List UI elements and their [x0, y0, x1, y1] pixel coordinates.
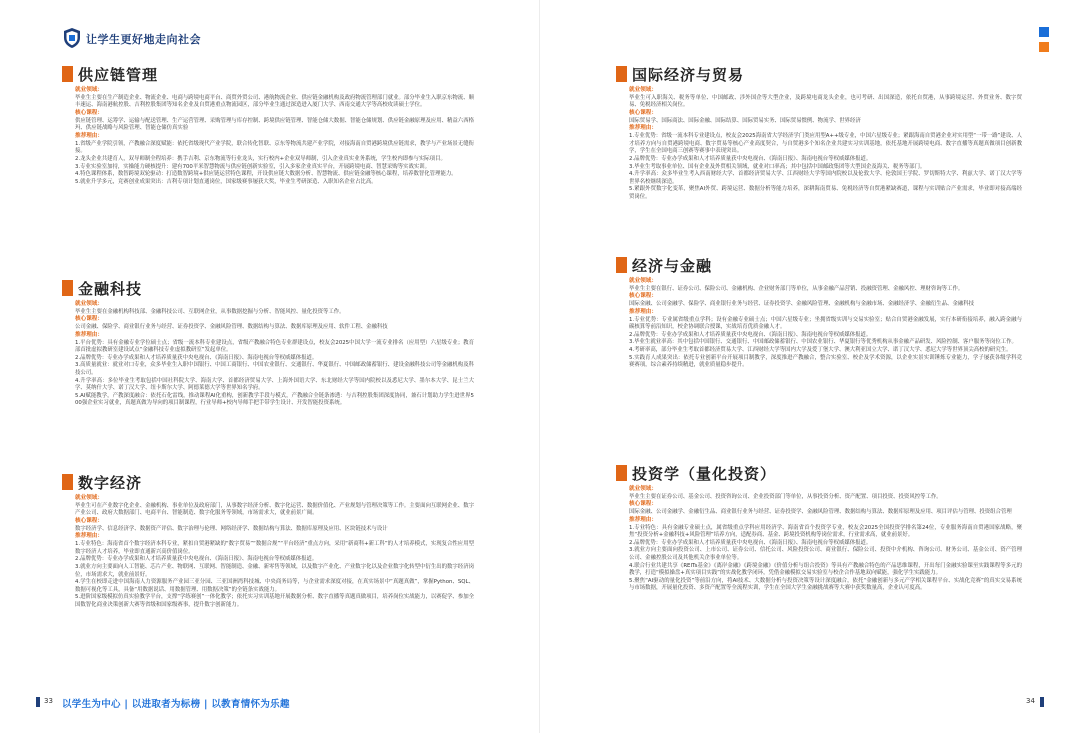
rec-item: 5.AI赋能教学，产教深度融合：依托石化雷线，推动课程AI化重构，创新教学手段与模式，产教融合全链条渗透：与吉利控股集团深度协同，兼石计划助力学生进世界500强企业实习就业，真题真做为导向的项目制课程，行业导师+校内导师手把手带学生设计、开发智能投资系统。	[75, 392, 474, 407]
rec-item: 2.品牌优势：专业办学成果和人才培养质量获中央电视台、《海南日报》、海南电视台等权威媒体报道。	[629, 155, 872, 162]
rec-item: 2.品牌优势：专业办学成果和人才培养质量获中央电视台、《海南日报》、海南电视台等权威媒体报道。	[629, 539, 872, 546]
rec-item: 5.聚焦“AI驱动的量化投资”等前沿方向，将AI技术、大数据分析与投资决策等设计深度融合，依托“金融创新与多元产学相关课程平台、实战化竞赛”的真实交易系统与市场数据，开展量化投资、多资产配置等全流程实训，学生在全国大学生金融挑战赛等大赛中获奖数量高，企业认可度高。	[629, 577, 1022, 592]
rec-item: 2.龙头企业共建育人，双导师制全程培养：携手吉利、京东物流等行业龙头，实行校内+企业双导师制，引入企业真实业务系统，学生校内即参与实际项目。	[75, 155, 446, 162]
section-marker	[62, 66, 73, 82]
label-rec: 推荐理由：	[629, 308, 657, 315]
label-course: 核心课程：	[629, 293, 657, 300]
page-number-left: 33	[44, 697, 53, 705]
section-body	[629, 87, 1022, 202]
rec-item: 1.省级产业学院引领，产教融合深度赋能：依托省级现代产业学院，联合传化智联、京东等物流共建产业学院，对接海南自贸港跨境供应链需求，教学与产业场景无缝衔接。	[75, 140, 474, 155]
rec-item: 4.升学率高：众多毕业生考入西南财经大学、首都经济贸易大学、江西财经大学等国内院校以及伦敦大学、伦敦国王学院、罗切斯特大学、利兹大学、诺丁汉大学等世界名校继续深造。	[629, 171, 1022, 185]
label-field: 就业领域：	[629, 87, 657, 93]
rec-item: 3.高质量就业：就业对口专业，众多毕业生入职中国银行、中国工商银行、中国农业银行、交通银行、华夏银行、中国邮政储蓄银行、建设金融科技公司等金融机构及科技公司。	[75, 362, 474, 376]
section-body	[75, 87, 474, 186]
course-text: 国际贸易学、国际商法、国际金融、国际结算、国际贸易实务、国际贸易惯例、物流学、世界经济	[629, 117, 861, 124]
section-marker	[62, 280, 73, 296]
footer-marker-right	[1040, 697, 1044, 707]
rec-item: 2.品牌优势：专业办学成果和人才培养质量获中央电视台、《海南日报》、海南电视台等权威媒体报道。	[75, 556, 318, 563]
rec-item: 4.升学率高：多位毕业生考取包括中国社科院大学、海南大学、首都经济贸易大学、上海外国语大学、东北财经大学等国内院校以及悉尼大学、墨尔本大学、昆士兰大学、莫纳什大学、诺丁汉大学、纽卡斯尔大学、阿德莱德大学等世界知名学府。	[75, 377, 474, 392]
label-course: 核心课程：	[629, 109, 657, 116]
section-body	[629, 278, 1022, 370]
label-course: 核心课程：	[75, 517, 103, 524]
label-field: 就业领域：	[75, 495, 103, 501]
rec-item: 4.特色课程体系，数智跨境双轮驱动：打造数智跨境+供应链运营特色课程，开设供应链大数据分析、智慧物流、供应链金融等核心课程，培养数智化管理能力。	[75, 171, 457, 178]
label-course: 核心课程：	[75, 316, 103, 323]
section-body	[75, 301, 474, 408]
label-field: 就业领域：	[75, 87, 103, 93]
rec-item: 1.专业优势：省级一流本科专业建设点，校友会2025海南省大学经济学门类应用型A++级专业，中国六星级专业；紧跟海南自贸港企业对实用型“一带一路”建设、人才培养方向与自贸港跨境电商、数字贸易等核心产业高度契合，与自贸港多个知名企业共建实习实训基地，依托基地开展跨境电商、数字直播等真题真做项目创新教学，学生在全国电商三创赛等赛事中表现突出。	[629, 133, 1022, 155]
field-text: 毕业生主要在生产制造企业、物流企业、电商与跨境电商平台、商贸外贸公司、港航物流企业、供应链金融机构及政府物流管理部门就业。部分毕业生入职京东物流、顺丰速运、海南港航控股、吉利控股集团等知名企业及自贸港重点物流园区，部分毕业生通过深造进入厦门大学、西南交通大学等高校攻读硕士学位。	[75, 94, 474, 109]
rec-item: 3.毕业生就业率高：其中包括中国银行、交通银行、中国邮政储蓄银行、中国农业银行、华夏银行等优秀机构从事金融产品研发、风险控制、客户服务等岗位工作。	[629, 339, 1017, 346]
label-rec: 推荐理由：	[75, 533, 103, 540]
rec-item: 1.专业特色：具有金融专业硕士点，属省级重点学科应用经济学、海南省首个投资学专业，校友会2025全国投资学排名第24位，专业服务海南自贸港国家战略，聚焦“投资分析+金融科技+风险管理”培养方向，适配券商、基金、跨境投资机构等岗位需求，行业需求高，就业前景好。	[629, 524, 1022, 539]
rec-item: 4.学生在校即走进中国海南人力资源服务产业园三亚分园、三亚国洲湾科技城、中央商务局等，与企业需求深度对接，在真实场景中“真题真做”，掌握Python、SQL、数据可视化等工具，具备“用数据说话、用数据管理、用数据决策”的全链条实战能力。	[75, 579, 474, 593]
footer-marker-left	[36, 697, 40, 707]
section-digital-economy	[62, 472, 474, 610]
label-rec: 推荐理由：	[629, 516, 657, 523]
field-text: 毕业生主要在证券公司、基金公司、投资咨询公司、企业投资部门等单位，从事投资分析、资产配置、项目投资、投资风控等工作。	[629, 493, 942, 500]
rec-item: 3.就业方向主要面向人工智能、芯片产业、物联网、互联网、智能制造、金融、新零售等领域，以及数字产业化、产业数字化以及企业数字化转型中衍生出的数字经济岗位，市场需求大，就业前景好。	[75, 563, 474, 578]
page-spine	[539, 0, 540, 733]
course-text: 数字经济学、信息经济学、数据资产评估、数字治理与伦理、网络经济学、数据结构与算法、数据库原理及应用、区块链技术与设计	[75, 525, 388, 532]
label-field: 就业领域：	[629, 278, 657, 284]
label-course: 核心课程：	[629, 501, 657, 508]
section-supply-chain	[62, 64, 474, 186]
rec-item: 2.品牌优势：专业办学成果和人才培养质量获中央电视台、《海南日报》、海南电视台等权威媒体报道。	[75, 354, 318, 361]
rec-item: 4.考研率高，部分毕业生考取首都经济贸易大学、江西财经大学等国内大学及爱丁堡大学、澳大利亚国立大学、诺丁汉大学、悉尼大学等世界顶尖高校的研究生。	[629, 346, 1012, 353]
rec-item: 4.联合行业共建共享《REITs基金》《离岸金融》《跨境金融》《价值分析与组合投资》等具有产教融合特色的产品思维课程，开出每门金融实验课至实践课程等多元的教学，打造“模拟操盘+真实项目实践”的实战化教学闭环，凭借金融模拟交易实验室与校企合作基地双向赋能，强化学生实践能力。	[629, 562, 1022, 577]
label-field: 就业领域：	[629, 486, 657, 492]
rec-item: 1.专业优势：专业属省级重点学科；设有金融专业硕士点；中国六星级专业；坐拥省级实训与交易实验室；贴合自贸港金融发展，实行本研衔接培养，融入跨金融与碳核算等前沿知识，校企协调联合授课，实战培育优质金融人才。	[629, 316, 1022, 331]
section-investment	[616, 463, 1022, 593]
rec-item: 5.实践育人成果突出：依托专业创新平台开展项目制教学，深度推进产教融合，整合实验室、校企及学术资源，以企业实景实训锤炼专业能力，学子屡获各级学科竞赛赛项，综合素养持续精进，就业质量稳步提升。	[629, 354, 1022, 369]
field-text: 毕业生可入职海关、税务等单位、中国邮政、涉外国企等大型企业，及跨境电商龙头企业，也可考研、出国深造，依托自贸港，从事跨境运营、外贸业务、数字贸易、免税经济相关岗位。	[629, 94, 1022, 109]
rec-item: 1.平台优势：具有金融专业学位硕士点；省级一流本科专业建设点，省级产教融合特色专业群建设点，校友会2025中国大学一流专业排名（应用型）六星级专业；教育部首批虚拟教研室建设试点“金融科技专业虚拟教研室”发起单位。	[75, 339, 474, 354]
section-title: 供应链管理	[78, 65, 159, 84]
rec-item: 2.品牌优势：专业办学成果和人才培养质量获中央电视台、《海南日报》、海南电视台等权威媒体报道。	[629, 331, 872, 338]
section-title: 数字经济	[78, 473, 143, 492]
section-marker	[616, 465, 627, 481]
page-number-right: 34	[1026, 697, 1035, 705]
field-text: 毕业生主要在银行、证券公司、保险公司、金融机构、企业财务部门等单位，从事金融产品营销、投融资管理、金融风控、理财咨询等工作。	[629, 285, 964, 292]
rec-item: 3.专业实验室加持，实操能力硬核提升：建有700平米智慧物流与供应链创新实验室，引入多家企业真实平台，开展跨境电商、智慧采购等实战实训。	[75, 163, 431, 170]
rec-item: 5.进阶国家级模拟仿真实验教学平台，支撑“学练赛创”一体化教学；依托实习实训基地开展数据分析、数字直播等真题真做项目，培养岗位实战能力，以赛促学、参加全国数智化商业决策创新大赛等省级和国家级赛事，提升数字创新能力。	[75, 594, 474, 608]
section-international-trade	[616, 64, 1022, 202]
section-marker	[616, 257, 627, 273]
field-text: 毕业生主要在金融机构科技部、金融科技公司、互联网企业，从事数据挖掘与分析、智能风控、量化投资等工作。	[75, 308, 345, 315]
shield-logo-icon	[62, 27, 82, 49]
course-text: 国际金融、公司金融学、金融衍生品、商业银行业务与经营、证券投资学、金融风险管理、数据结构与算法、数据库原理及应用、项目评估与管理、投资组合管理	[629, 509, 1012, 516]
label-rec: 推荐理由：	[75, 132, 103, 139]
section-title: 经济与金融	[632, 256, 713, 275]
label-course: 核心课程：	[75, 109, 103, 116]
section-body	[75, 495, 474, 610]
field-text: 毕业生可在产业数字化企业、金融机构、事业单位及政府部门，从事数字经济分析、数字化运营、数据价值化、产业规划与管理决策等工作。主要面向互联网企业、数字产业公司、政府大数据部门、电商平台、智能制造、数字化服务等领域，市场需求大，就业前景广阔。	[75, 502, 474, 517]
rec-item: 3.毕业生考取事业单位、国有企业及外贸相关领域，就业对口率高；其中包括中国邮政集团等大型国企及海关、税务等部门。	[629, 163, 926, 170]
label-rec: 推荐理由：	[75, 331, 103, 338]
rec-item: 5.紧跟外贸数字化变革，聚焦AI外贸、跨境运营、数据分析等能力培养，深耕海南贸易、免税经济等自贸港紧缺赛道，课程与实训贴合产业需求，毕业即对接高端经贸岗位。	[629, 186, 1022, 200]
course-text: 供应链管理、运筹学、运输与配送管理、生产运营管理、采购管理与库存控制、跨境供应链管理、智能仓储大数据、智能仓储规划、供应链金融原理及应用、精益六西格玛、供应链战略与风险管理、智能仓储仿真实验	[75, 117, 474, 132]
section-economics-finance	[616, 255, 1022, 370]
section-marker	[616, 66, 627, 82]
section-title: 投资学（量化投资）	[632, 464, 777, 483]
label-field: 就业领域：	[75, 301, 103, 307]
section-title: 国际经济与贸易	[632, 65, 745, 84]
section-fintech	[62, 278, 474, 408]
decor-square-orange	[1039, 42, 1049, 52]
rec-item: 1.专业特色：海南省首个数字经济本科专业，紧扣自贸港紧缺的“数字贸易”“数据合规”“平台经济”重点方向，采用“新商科+新工科”的人才培养模式，实现复合性应用型数字经济人才培养，毕业即直通新兴高价值岗位。	[75, 541, 474, 555]
rec-item: 3.就业方向主要面向投资公司、上市公司、证券公司、信托公司、风险投资公司、商业银行、保险公司、投资中介机构、咨询公司、财务公司、基金公司、资产管理公司、金融控股公司及其他机关企事业单位等。	[629, 547, 1022, 561]
section-body	[629, 486, 1022, 593]
section-marker	[62, 474, 73, 490]
decor-square-blue	[1039, 27, 1049, 37]
course-text: 国际金融、公司金融学、保险学、商业银行业务与经营、证券投资学、金融风险管理、金融机构与金融市场、金融经济学、金融衍生品、金融科技	[629, 301, 975, 308]
label-rec: 推荐理由：	[629, 125, 657, 132]
rec-item: 5.就业升学多元，竞赛创业成果突出：吉利专项计划直通岗位，国家级赛事屡获大奖，毕业生考研深造、入职知名企业占比高。	[75, 178, 377, 185]
section-title: 金融科技	[78, 279, 143, 298]
course-text: 公司金融、保险学、商业银行业务与经营、证券投资学、金融风险管理、数据结构与算法、数据库原理及应用、软件工程、金融科技	[75, 324, 388, 331]
footer-slogan: 以学生为中心 | 以进取者为标榜 | 以教育情怀为乐趣	[62, 699, 290, 710]
header-title: 让学生更好地走向社会	[86, 33, 201, 46]
